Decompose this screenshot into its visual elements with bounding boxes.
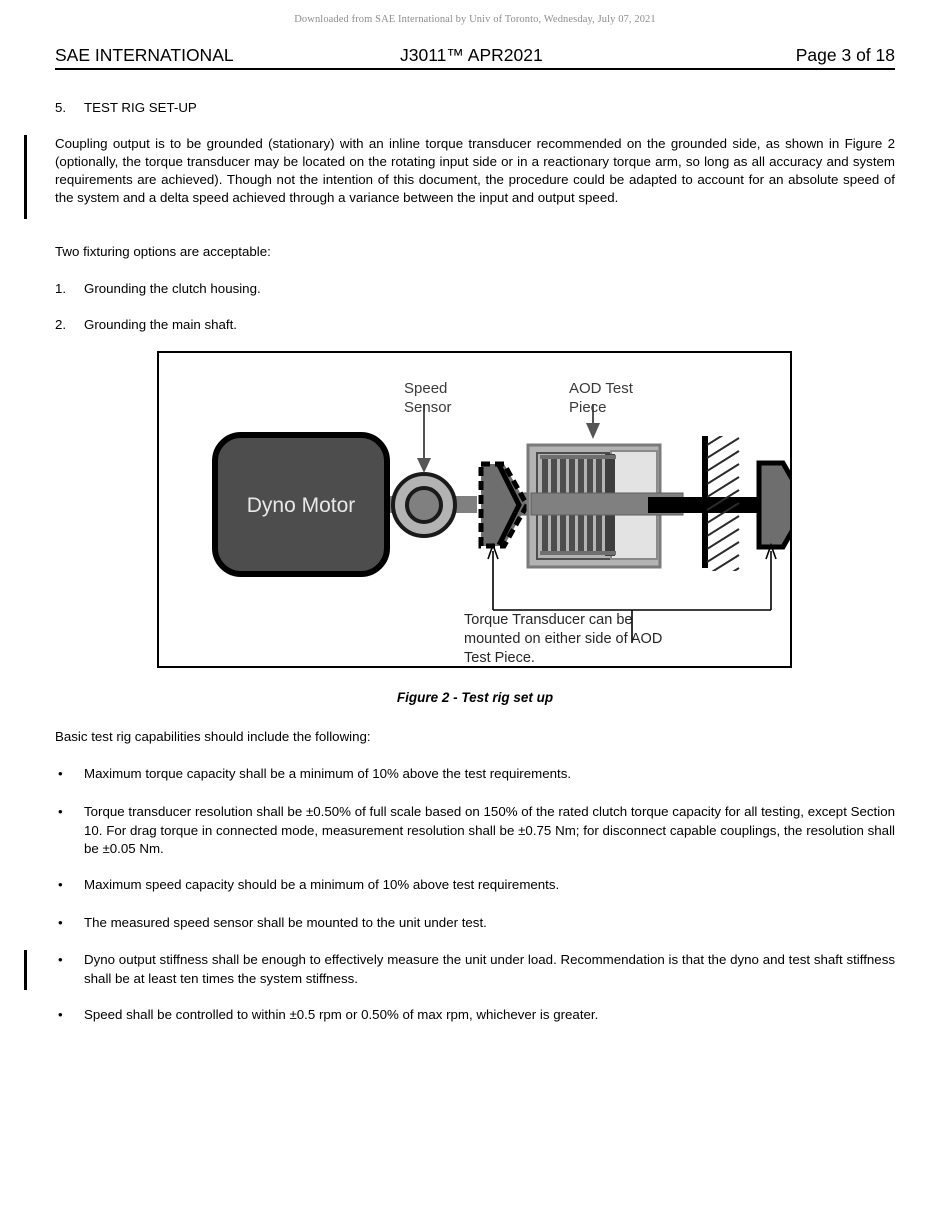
bullet-3-text: Maximum speed capacity should be a minimum of 10% above test requirements.: [84, 877, 560, 892]
page-header: [55, 44, 895, 68]
note-label-line3: Test Piece.: [464, 650, 535, 666]
bullet-4-marker: •: [58, 915, 63, 930]
numbered-item-2-marker: 2.: [55, 317, 67, 332]
bullet-5-marker: •: [58, 952, 63, 967]
bullet-4-text: The measured speed sensor shall be mounted to the unit under test.: [84, 915, 487, 930]
change-bar-intro: [24, 135, 27, 219]
bullet-1-marker: •: [58, 766, 63, 781]
bullet-2-text: Torque transducer resolution shall be ±0.50% of full scale based on 150% of the rated clutch torque capacity for all testing, except Section 10. For drag torque in connected mode, measurement resolution shall be ±0.75 Nm; for disconnect capable couplings, the resolution shall be ±0.05 Nm.: [84, 804, 895, 857]
paragraph-intro: Coupling output is to be grounded (stationary) with an inline torque transducer recommended on the grounded side, as shown in Figure 2 (optionally, the torque transducer may be located on the rotating input side or in a reactionary torque arm, so long as all accuracy and system requirements are achieved). Though not the intention of this document, the procedure could be adapted to account for an absolute speed of the system and a delta speed achieved through a variance between the input and output speed.: [55, 136, 895, 206]
speed-sensor-inner-ring: [407, 488, 441, 522]
bullet-6-text: Speed shall be controlled to within ±0.5 rpm or 0.50% of max rpm, whichever is greater.: [84, 1007, 599, 1022]
right-coupling-cone: [759, 463, 790, 547]
bullet-1-text: Maximum torque capacity shall be a minimum of 10% above the test requirements.: [84, 766, 572, 781]
numbered-item-1-text: Grounding the clutch housing.: [84, 281, 261, 296]
note-label-line1: Torque Transducer can be: [464, 612, 633, 628]
bullet-6-marker: •: [58, 1007, 63, 1022]
bullet-2-marker: •: [58, 804, 63, 819]
aod-label-line1: AOD Test: [569, 380, 633, 397]
figure-2-container: [157, 351, 792, 668]
aod-label-line2: Piece: [569, 399, 607, 416]
output-shaft-overlay: [648, 497, 700, 513]
speed-sensor-label-line1: Speed: [404, 380, 448, 397]
bullet-3-marker: •: [58, 877, 63, 892]
header-standard-id: J3011™ APR2021: [400, 45, 543, 65]
note-label-line2: mounted on either side of AOD: [464, 631, 663, 647]
header-page-number: Page 3 of 18: [795, 45, 895, 65]
section-number: 5.: [55, 100, 67, 115]
figure-2-caption: Figure 2 - Test rig set up: [396, 690, 554, 705]
numbered-item-1-marker: 1.: [55, 281, 67, 296]
test-rig-diagram: [159, 353, 790, 666]
speed-sensor-label-line2: Sensor: [404, 399, 452, 416]
watermark-text: Downloaded from SAE International by Univ of Toronto, Wednesday, July 07, 2021: [294, 14, 656, 25]
paragraph-fixturing-lead: Two fixturing options are acceptable:: [55, 244, 271, 259]
bullet-5-text: Dyno output stiffness shall be enough to effectively measure the unit under load. Recommendation is that the dyno and test shaft stiffness shall be at least ten times the system stiffness.: [84, 952, 895, 986]
paragraph-capabilities-lead: Basic test rig capabilities should include the following:: [55, 729, 371, 744]
header-organization: SAE INTERNATIONAL: [55, 45, 234, 65]
dyno-motor-label: Dyno Motor: [246, 494, 356, 517]
change-bar-dyno-stiffness: [24, 950, 27, 990]
numbered-item-2-text: Grounding the main shaft.: [84, 317, 238, 332]
section-title: TEST RIG SET-UP: [84, 100, 197, 115]
header-divider: [55, 68, 895, 70]
